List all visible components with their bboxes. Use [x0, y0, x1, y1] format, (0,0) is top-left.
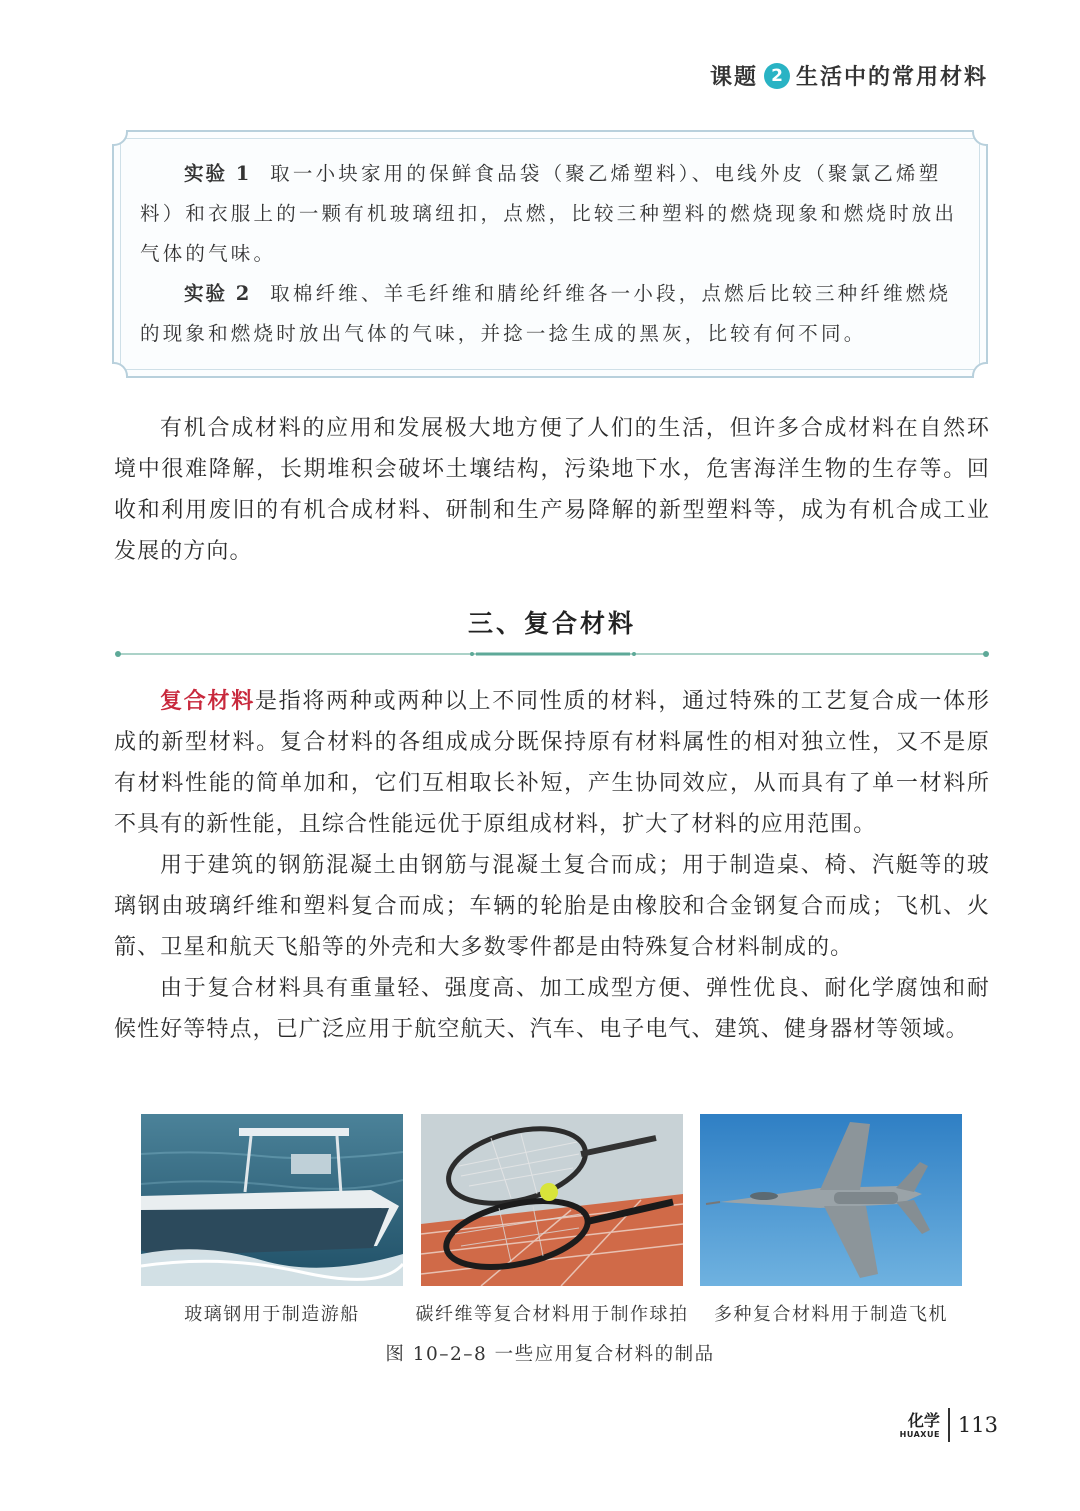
box-corner — [112, 362, 128, 378]
paragraph-intro: 有机合成材料的应用和发展极大地方便了人们的生活，但许多合成材料在自然环境中很难降解，长期堆积会破坏土壤结构，污染地下水，危害海洋生物的生存等。回收和利用废旧的有机合成材料、研制和生产易降解的新型塑料等，成为有机合成工业发展的方向。 — [114, 416, 990, 564]
key-term: 复合材料 — [160, 688, 255, 714]
chapter-prefix: 课题 — [709, 65, 758, 90]
page-number: 113 — [957, 1413, 998, 1437]
page-footer — [900, 1408, 998, 1442]
photo-composite-rackets — [421, 1114, 683, 1286]
experiment-2-text: 取棉纤维、羊毛纤维和腈纶纤维各一小段，点燃后比较三种纤维燃烧的现象和燃烧时放出气体的气味，并捻一捻生成的黑灰，比较有何不同。 — [140, 282, 952, 345]
photo-fiberglass-boat — [141, 1114, 403, 1286]
paragraph-uses: 由于复合材料具有重量轻、强度高、加工成型方便、弹性优良、耐化学腐蚀和耐候性好等特点，已广泛应用于航空航天、汽车、电子电气、建筑、健身器材等领域。 — [114, 976, 990, 1042]
box-corner — [972, 362, 988, 378]
paragraph-composite-definition — [114, 681, 990, 845]
subject-label — [900, 1412, 948, 1439]
caption-rackets: 碳纤维等复合材料用于制作球拍 — [415, 1304, 689, 1325]
subject-en: HUAXUE — [899, 1429, 940, 1439]
chapter-title: 生活中的常用材料 — [795, 65, 988, 90]
experiment-1 — [140, 154, 962, 274]
experiment-1-text: 取一小块家用的保鲜食品袋（聚乙烯塑料）、电线外皮（聚氯乙烯塑料）和衣服上的一颗有机玻璃纽扣，点燃，比较三种塑料的燃烧现象和燃烧时放出气体的气味。 — [140, 162, 958, 265]
photo-composite-aircraft — [700, 1114, 962, 1286]
experiment-1-label: 实验 1 — [184, 162, 252, 185]
chapter-header — [710, 60, 988, 91]
caption-aircraft: 多种复合材料用于制造飞机 — [714, 1304, 948, 1325]
box-corner — [972, 130, 988, 146]
experiment-2 — [140, 274, 962, 354]
section-divider — [114, 650, 990, 658]
definition-text: 是指将两种或两种以上不同性质的材料，通过特殊的工艺复合成一体形成的新型材料。复合材料的各组成成分既保持原有材料属性的相对独立性，又不是原有材料性能的简单加和，它们互相取长补短，产生协同效应，从而具有了单一材料所不具有的新性能，且综合性能远优于原组成材料，扩大了材料的应用范围。 — [114, 689, 990, 837]
chapter-number-badge: 2 — [764, 63, 790, 89]
paragraph-examples: 用于建筑的钢筋混凝土由钢筋与混凝土复合而成；用于制造桌、椅、汽艇等的玻璃钢由玻璃纤维和塑料复合而成；车辆的轮胎是由橡胶和合金钢复合而成；飞机、火箭、卫星和航天飞船等的外壳和大多数零件都是由特殊复合材料制成的。 — [114, 853, 990, 960]
caption-boat: 玻璃钢用于制造游船 — [184, 1304, 360, 1325]
box-corner — [112, 130, 128, 146]
experiment-box — [112, 130, 988, 378]
subject-cn: 化学 — [907, 1410, 940, 1430]
figure-title: 图 10–2–8 一些应用复合材料的制品 — [385, 1344, 715, 1365]
experiment-2-label: 实验 2 — [184, 282, 252, 305]
section-title: 三、复合材料 — [467, 609, 636, 638]
